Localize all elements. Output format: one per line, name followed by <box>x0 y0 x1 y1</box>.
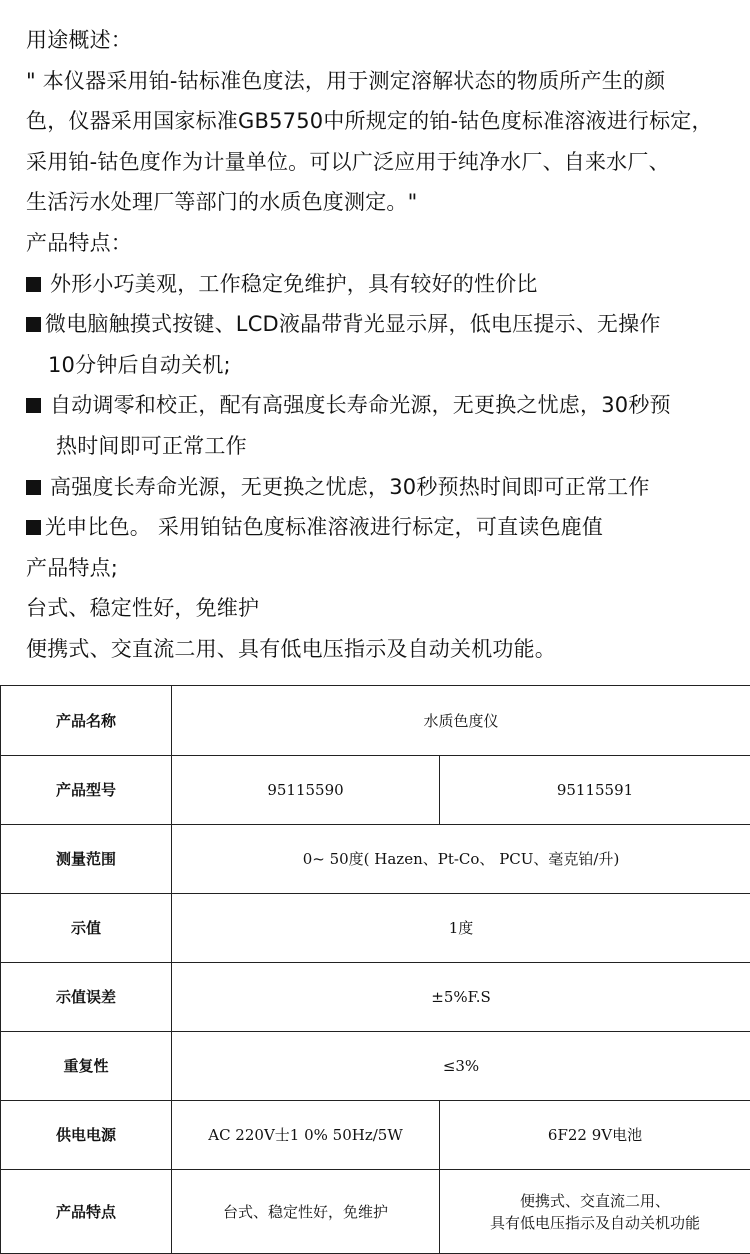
usage-line-1: " 本仪器采用铂-钴标准色度法，用于测定溶解状态的物质所产生的颜 <box>26 61 750 102</box>
usage-line-3: 采用铂-钴色度作为计量单位。可以广泛应用于纯净水厂、自来水厂、 <box>26 142 750 183</box>
feature-item-2-cont: 10分钟后自动关机; <box>26 345 750 386</box>
product-description <box>26 20 750 670</box>
spec-row-model <box>1 756 750 825</box>
bullet-square-icon <box>26 480 41 495</box>
feature-text-3a: 自动调零和校正，配有高强度长寿命光源，无更换之忧虑，30秒预 <box>50 393 671 417</box>
extra-feature-1: 台式、稳定性好，免维护 <box>26 588 750 629</box>
spec-label-model: 产品型号 <box>1 756 172 825</box>
usage-line-2: 色，仪器采用国家标准GB5750中所规定的铂-钴色度标准溶液进行标定， <box>26 101 750 142</box>
spec-value-display: 1度 <box>172 894 750 963</box>
spec-row-error <box>1 963 750 1032</box>
feature-text-5: 光申比色。 采用铂钴色度标准溶液进行标定，可直读色鹿值 <box>45 515 603 539</box>
spec-row-power <box>1 1101 750 1170</box>
feature-text-1: 外形小巧美观，工作稳定免维护，具有较好的性价比 <box>50 272 538 296</box>
spec-label-name: 产品名称 <box>1 686 172 756</box>
spec-value-model-b: 95115591 <box>440 756 750 825</box>
spec-row-repeat <box>1 1032 750 1101</box>
spec-value-power-b: 6F22 9V电池 <box>440 1101 750 1170</box>
features-heading-2: 产品特点; <box>26 548 750 589</box>
spec-label-range: 测量范围 <box>1 825 172 894</box>
spec-value-feature-b-line1: 便携式、交直流二用、 <box>446 1190 744 1212</box>
feature-item-3 <box>26 385 750 426</box>
spec-value-feature-b-line2: 具有低电压指示及自动关机功能 <box>446 1212 744 1234</box>
feature-item-4 <box>26 467 750 508</box>
feature-text-4: 高强度长寿命光源，无更换之忧虑，30秒预热时间即可正常工作 <box>50 475 650 499</box>
spec-value-name: 水质色度仪 <box>172 686 750 756</box>
spec-label-display: 示值 <box>1 894 172 963</box>
spec-label-repeat: 重复性 <box>1 1032 172 1101</box>
feature-item-3-cont: 热时间即可正常工作 <box>26 426 750 467</box>
extra-feature-2: 便携式、交直流二用、具有低电压指示及自动关机功能。 <box>26 629 750 670</box>
spec-value-power-a: AC 220V士1 0% 50Hz/5W <box>172 1101 440 1170</box>
spec-label-feature: 产品特点 <box>1 1170 172 1254</box>
spec-value-error: ±5%F.S <box>172 963 750 1032</box>
spec-value-feature-b <box>440 1170 750 1254</box>
spec-table <box>0 685 750 1254</box>
usage-line-4: 生活污水处理厂等部门的水质色度测定。" <box>26 182 750 223</box>
feature-text-2a: 微电脑触摸式按键、LCD液晶带背光显示屏，低电压提示、无操作 <box>45 312 661 336</box>
spec-value-repeat: ≤3% <box>172 1032 750 1101</box>
spec-label-error: 示值误差 <box>1 963 172 1032</box>
usage-heading: 用途概述： <box>26 20 750 61</box>
features-heading: 产品特点： <box>26 223 750 264</box>
feature-item-2 <box>26 304 750 345</box>
spec-row-name <box>1 686 750 756</box>
spec-row-range <box>1 825 750 894</box>
spec-value-feature-a: 台式、稳定性好，免维护 <box>172 1170 440 1254</box>
spec-label-power: 供电电源 <box>1 1101 172 1170</box>
bullet-square-icon <box>26 520 41 535</box>
spec-row-feature <box>1 1170 750 1254</box>
feature-item-5 <box>26 507 750 548</box>
spec-value-range: 0~ 50度( Hazen、Pt-Co、 PCU、毫克铂/升) <box>172 825 750 894</box>
spec-row-display <box>1 894 750 963</box>
bullet-square-icon <box>26 277 41 292</box>
bullet-square-icon <box>26 317 41 332</box>
bullet-square-icon <box>26 398 41 413</box>
feature-item-1 <box>26 264 750 305</box>
spec-value-model-a: 95115590 <box>172 756 440 825</box>
